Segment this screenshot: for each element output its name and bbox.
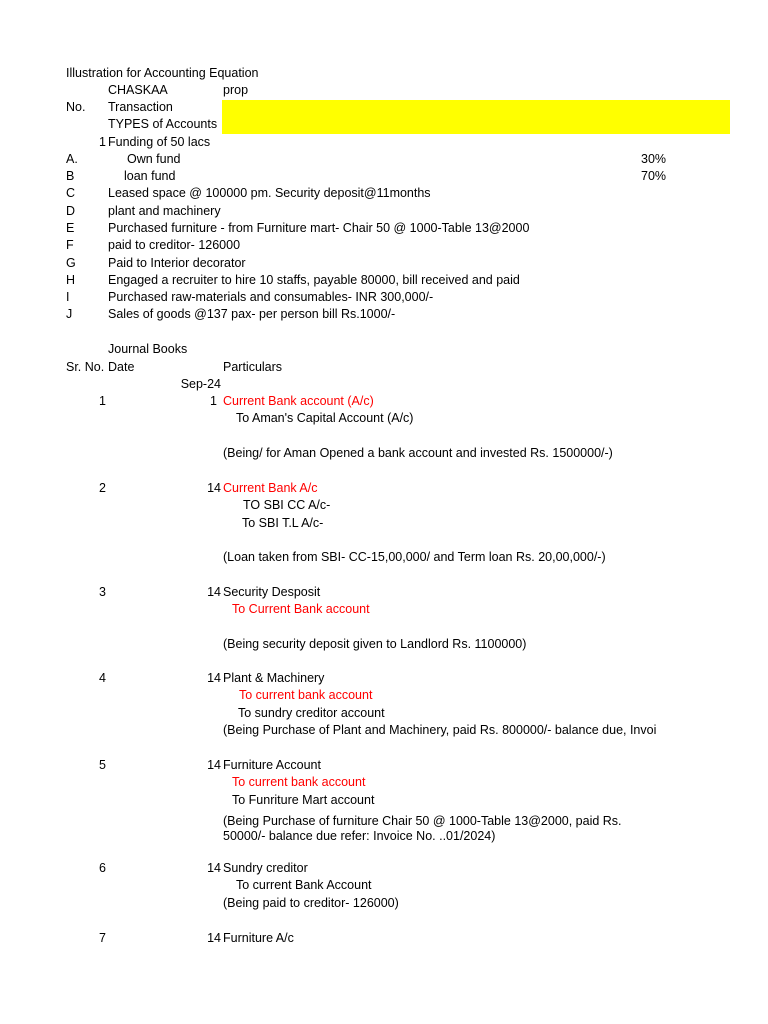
company-name: CHASKAA [108,83,168,97]
item-text: Purchased raw-materials and consumables- INR 300,000/- [108,290,434,304]
no-label: No. [66,100,86,114]
entry-debit: Current Bank A/c [223,481,318,495]
item-key: E [66,221,75,235]
item-key: F [66,238,74,252]
sheet-title: Illustration for Accounting Equation [66,66,259,80]
col-date: Date [108,360,135,374]
entry-sr: 4 [99,671,106,685]
entry-debit: Sundry creditor [223,861,308,875]
business-type: prop [223,83,249,97]
entry-credit: To current bank account [239,688,373,702]
entry-credit: To SBI T.L A/c- [242,516,324,530]
item-text: plant and machinery [108,204,221,218]
entry-sr: 6 [99,861,106,875]
item-key: D [66,204,76,218]
entry-narration: (Loan taken from SBI- CC-15,00,000/ and Term loan Rs. 20,00,000/-) [223,550,606,564]
entry-credit: To sundry creditor account [238,706,385,720]
entry-narration: (Being paid to creditor- 126000) [223,896,399,910]
entry-credit: To Current Bank account [232,602,370,616]
entry-day: 14 [207,758,221,772]
entry-day: 1 [210,394,217,408]
item-key: A. [66,152,78,166]
entry-sr: 2 [99,481,106,495]
item-key: G [66,256,76,270]
journal-heading: Journal Books [108,342,188,356]
item-text: Purchased furniture - from Furniture mart- Chair 50 @ 1000-Table 13@2000 [108,221,530,235]
item-text: paid to creditor- 126000 [108,238,241,252]
item-text: Leased space @ 100000 pm. Security deposit@11months [108,186,431,200]
entry-narration: (Being/ for Aman Opened a bank account and invested Rs. 1500000/-) [223,446,613,460]
item-key: B [66,169,75,183]
item-text: Engaged a recruiter to hire 10 staffs, payable 80000, bill received and paid [108,273,520,287]
entry-credit: TO SBI CC A/c- [243,498,331,512]
entry-debit: Current Bank account (A/c) [223,394,374,408]
col-sr-no: Sr. No. [66,360,105,374]
entry-credit: To Aman's Capital Account (A/c) [236,411,414,425]
entry-sr: 1 [99,394,106,408]
entry-sr: 3 [99,585,106,599]
item-key: C [66,186,76,200]
entry-narration: (Being Purchase of Plant and Machinery, paid Rs. 800000/- balance due, Invoi [223,723,657,737]
item-key: I [66,290,70,304]
transaction-label: Transaction [108,100,173,114]
item-percent: 70% [641,169,667,183]
journal-month: Sep-24 [180,377,221,391]
entry-day: 14 [207,671,221,685]
entry-debit: Plant & Machinery [223,671,325,685]
item-percent: 30% [641,152,667,166]
entry-narration: (Being Purchase of furniture Chair 50 @ 1000-Table 13@2000, paid Rs. 50000/- balance due refer: Invoice No. ..01/2024) [223,814,622,843]
entry-debit: Security Desposit [223,585,321,599]
types-label: TYPES of Accounts [108,117,218,131]
entry-debit: Furniture Account [223,758,321,772]
entry-credit: To Funriture Mart account [232,793,375,807]
entry-sr: 7 [99,931,106,945]
entry-day: 14 [207,481,221,495]
entry-credit: To current bank account [232,775,366,789]
col-particulars: Particulars [223,360,283,374]
entry-narration: (Being security deposit given to Landlord Rs. 1100000) [223,637,527,651]
highlighted-cells[interactable] [222,100,730,134]
item-key: H [66,273,76,287]
item-text: Own fund [127,152,181,166]
item-key: J [66,307,73,321]
funding-label: Funding of 50 lacs [108,135,211,149]
entry-sr: 5 [99,758,106,772]
entry-day: 14 [207,861,221,875]
entry-day: 14 [207,931,221,945]
item-text: Sales of goods @137 pax- per person bill Rs.1000/- [108,307,396,321]
entry-day: 14 [207,585,221,599]
entry-debit: Furniture A/c [223,931,294,945]
item-text: Paid to Interior decorator [108,256,246,270]
funding-number: 1 [99,135,106,149]
entry-credit: To current Bank Account [236,878,372,892]
item-text: loan fund [124,169,176,183]
